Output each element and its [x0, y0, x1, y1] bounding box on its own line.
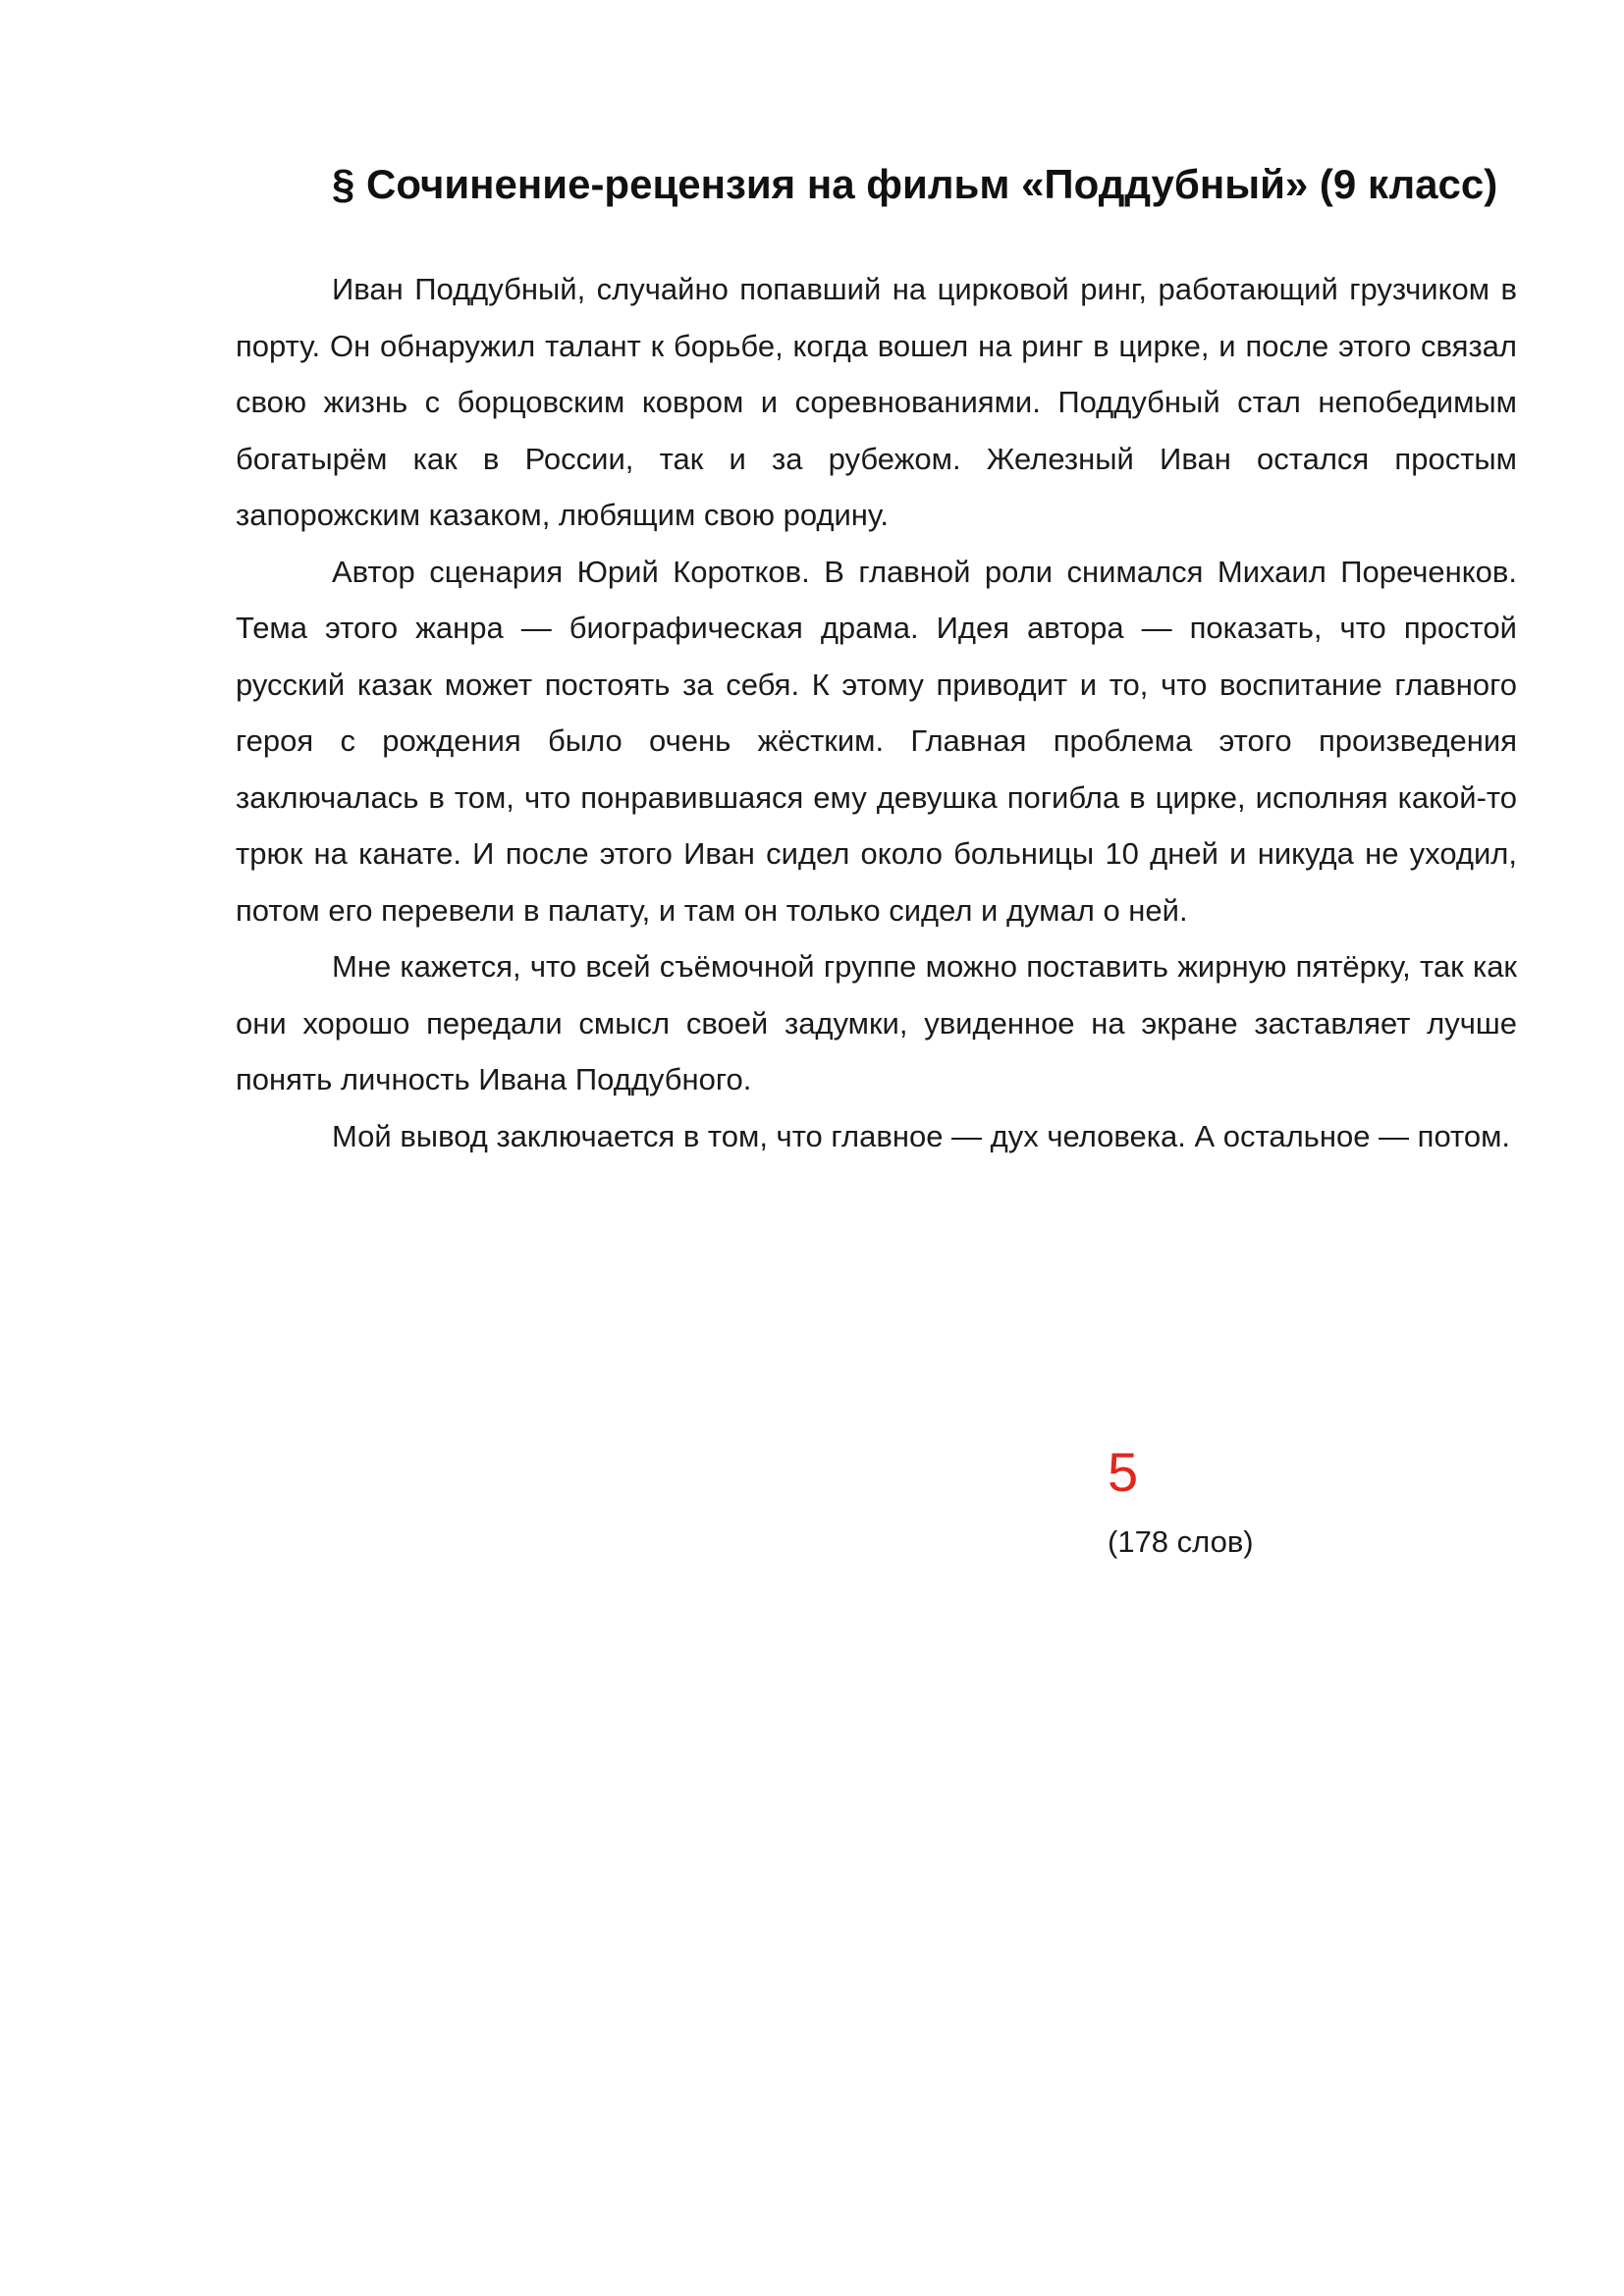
document-content — [236, 147, 1517, 1164]
essay-paragraph-2: Автор сценария Юрий Коротков. В главной роли снимался Михаил Пореченков. Тема этого жанра — биографическая драма. Идея автора — показать, что простой русский казак может постоять за себя. К этому приводит и то, что воспитание главного героя с рождения было очень жёстким. Главная проблема этого произведения заключалась в том, что понравившаяся ему девушка погибла в цирке, исполняя какой-то трюк на канате. И после этого Иван сидел около больницы 10 дней и никуда не уходил, потом его перевели в палату, и там он только сидел и думал о ней. — [236, 554, 1517, 928]
essay-paragraph-1: Иван Поддубный, случайно попавший на цирковой ринг, работающий грузчиком в порту. Он обнаружил талант к борьбе, когда вошел на ринг в цирке, и после этого связал свою жизнь с борцовским ковром и соревнованиями. Поддубный стал непобедимым богатырём как в России, так и за рубежом. Железный Иван остался простым запорожским казаком, любящим свою родину. — [236, 272, 1517, 532]
essay-paragraph-4: Мой вывод заключается в том, что главное — дух человека. А остальное — потом. — [332, 1118, 1511, 1153]
essay-paragraph-3: Мне кажется, что всей съёмочной группе можно поставить жирную пятёрку, так как они хорошо передали смысл своей задумки, увиденное на экране заставляет лучше понять личность Ивана Поддубного. — [236, 949, 1517, 1096]
grade-mark: 5 — [1108, 1441, 1139, 1503]
grade-block — [1108, 1438, 1402, 1562]
word-count: (178 слов) — [1108, 1524, 1254, 1559]
essay-body — [236, 261, 1517, 1164]
essay-title: § Сочинение-рецензия на фильм «Поддубный» (9 класс) — [332, 161, 1498, 207]
